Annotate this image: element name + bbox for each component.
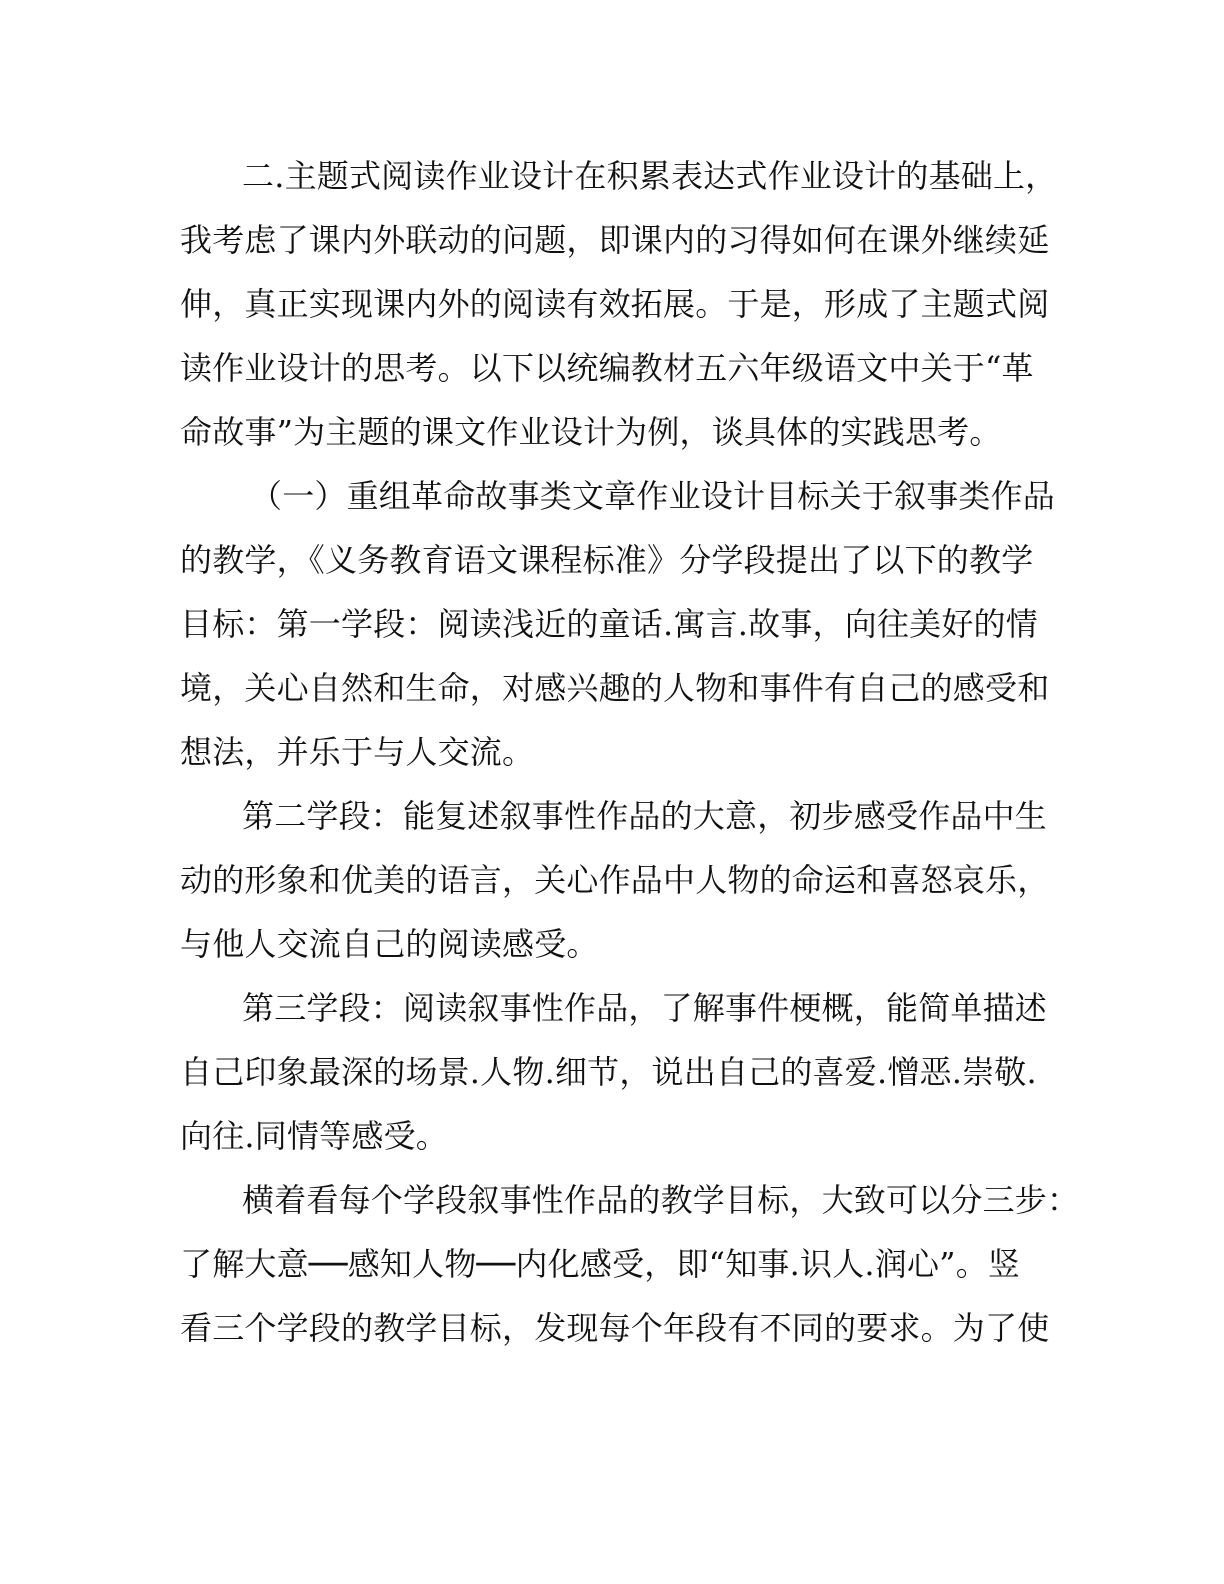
paragraph-line: 读作业设计的思考。以下以统编教材五六年级语文中关于“革: [180, 349, 1034, 387]
paragraph-line: 我考虑了课内外联动的问题，即课内的习得如何在课外继续延: [180, 221, 1050, 259]
paragraph-line: 的教学，《义务教育语文课程标准》分学段提出了以下的教学: [180, 541, 1034, 579]
paragraph-line: 伸，真正实现课内外的阅读有效拓展。于是，形成了主题式阅: [180, 285, 1050, 323]
section-heading-line: （一）重组革命故事类文章作业设计目标关于叙事类作品: [250, 477, 1056, 515]
paragraph-line: 自己印象最深的场景.人物.细节，说出自己的喜爱.憎恶.崇敬.: [180, 1053, 1037, 1091]
paragraph-line: 向往.同情等感受。: [180, 1117, 448, 1155]
paragraph-line: 横着看每个学段叙事性作品的教学目标，大致可以分三步：: [242, 1181, 1080, 1219]
paragraph-line: 想法，并乐于与人交流。: [180, 733, 535, 771]
paragraph-line: 命故事”为主题的课文作业设计为例，谈具体的实践思考。: [180, 413, 1002, 451]
paragraph-line: 第二学段：能复述叙事性作品的大意，初步感受作品中生: [242, 797, 1048, 835]
paragraph-line: 看三个学段的教学目标，发现每个年段有不同的要求。为了使: [180, 1309, 1050, 1347]
paragraph-line: 与他人交流自己的阅读感受。: [180, 925, 599, 963]
paragraph-line: 目标：第一学段：阅读浅近的童话.寓言.故事，向往美好的情: [180, 605, 1038, 643]
paragraph-line: 境，关心自然和生命，对感兴趣的人物和事件有自己的感受和: [180, 669, 1050, 707]
paragraph-line: 二.主题式阅读作业设计在积累表达式作业设计的基础上，: [242, 157, 1058, 195]
paragraph-line: 动的形象和优美的语言，关心作品中人物的命运和喜怒哀乐，: [180, 861, 1050, 899]
paragraph-line: 第三学段：阅读叙事性作品，了解事件梗概，能简单描述: [242, 989, 1048, 1027]
paragraph-line: 了解大意──感知人物──内化感受，即“知事.识人.润心”。竖: [180, 1245, 1021, 1283]
